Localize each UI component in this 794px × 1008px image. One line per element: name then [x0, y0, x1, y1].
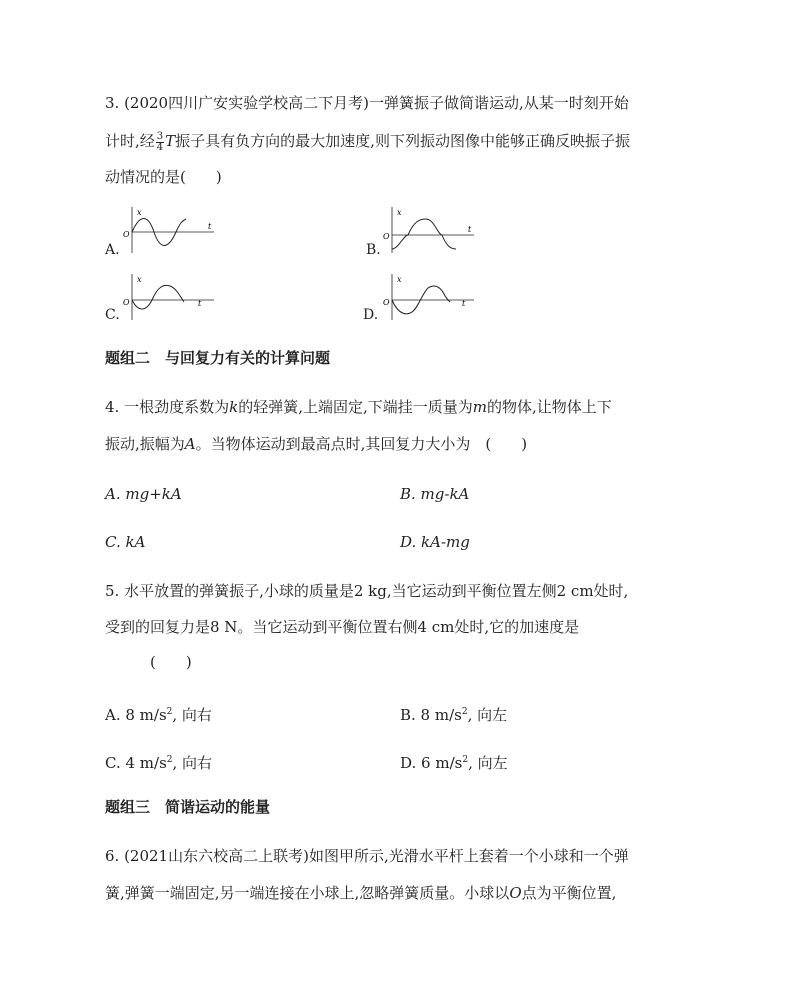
option-b-label: B. [366, 242, 381, 258]
q5-option-c-value: C. 4 m/s [105, 754, 167, 772]
q4-line-2 [105, 434, 527, 454]
axis-label-x: x [397, 275, 402, 284]
graph-c [118, 272, 218, 322]
fraction-numerator: 3 [156, 130, 164, 142]
axis-label-x: x [137, 208, 142, 217]
q4-text-b: 的轻弹簧,上端固定,下端挂一质量为 [238, 398, 473, 416]
q4-text-c: 的物体,让物体上下 [486, 398, 612, 416]
q5-option-b-value: B. 8 m/s [400, 706, 462, 724]
q5-option-a-direction: , 向右 [172, 706, 212, 724]
exponent: 2 [166, 707, 173, 717]
option-a-label: A. [105, 242, 120, 258]
exponent: 2 [462, 755, 469, 765]
q6-line-1: 6. (2021山东六校高二上联考)如图甲所示,光滑水平杆上套着一个小球和一个弹 [105, 847, 629, 865]
q4-text-e: 。当物体运动到最高点时,其回复力大小为 ( ) [195, 435, 528, 453]
section-heading-2: 题组二 与回复力有关的计算问题 [105, 349, 331, 367]
graph-b-plot [378, 205, 478, 255]
q4-text-a: 4. 一根劲度系数为 [105, 398, 230, 416]
q6-line-2 [105, 883, 616, 903]
axis-label-t: t [208, 222, 212, 231]
graph-a-plot [118, 205, 218, 255]
q5-option-a-value: A. 8 m/s [105, 706, 167, 724]
q4-option-d: D. kA-mg [400, 533, 470, 551]
amplitude-symbol: A [184, 435, 196, 453]
q4-text-d: 振动,振幅为 [105, 435, 185, 453]
q5-option-c-direction: , 向右 [172, 754, 213, 772]
origin-label: O [123, 230, 130, 239]
q5-line-1: 5. 水平放置的弹簧振子,小球的质量是2 kg,当它运动到平衡位置左侧2 cm处时, [105, 582, 629, 600]
q5-option-d-direction: , 向左 [468, 754, 508, 772]
q3-line-2-post: 振子具有负方向的最大加速度,则下列振动图像中能够正确反映振子振 [175, 132, 630, 150]
graph-b [378, 205, 478, 255]
q5-line-2: 受到的回复力是8 N。当它运动到平衡位置右侧4 cm处时,它的加速度是 [105, 618, 580, 636]
q5-option-b-direction: , 向左 [467, 706, 508, 724]
fraction-three-quarters [156, 132, 164, 153]
q6-text-b: 点为平衡位置, [521, 884, 617, 902]
q3-line-1: 3. (2020四川广安实验学校高二下月考)一弹簧振子做简谐运动,从某一时刻开始 [105, 94, 629, 112]
q5-option-d-value: D. 6 m/s [400, 754, 463, 772]
graph-a [118, 205, 218, 255]
axis-label-t: t [198, 299, 202, 308]
period-symbol: T [165, 132, 176, 150]
origin-label: O [123, 298, 130, 307]
origin-label: O [383, 298, 390, 307]
q4-option-c: C. kA [105, 533, 146, 551]
axis-label-x: x [397, 208, 402, 217]
spring-constant-symbol: k [229, 398, 239, 416]
q4-line-1 [105, 397, 612, 417]
q5-line-3: ( ) [150, 653, 192, 671]
axis-label-t: t [468, 225, 472, 234]
exponent: 2 [461, 707, 468, 717]
q3-line-2-pre: 计时,经 [105, 132, 155, 150]
origin-label: O [383, 232, 390, 241]
section-heading-3: 题组三 简谐运动的能量 [105, 798, 271, 816]
q3-line-3: 动情况的是( ) [105, 168, 222, 186]
q4-option-b: B. mg-kA [400, 485, 470, 503]
point-o-symbol: O [509, 884, 522, 902]
axis-label-t: t [462, 299, 466, 308]
q5-option-c [105, 750, 212, 773]
graph-d-plot [378, 272, 478, 322]
exponent: 2 [166, 755, 173, 765]
option-d-label: D. [363, 307, 379, 323]
graph-d [378, 272, 478, 322]
option-c-label: C. [105, 307, 120, 323]
graph-c-plot [118, 272, 218, 322]
q4-option-a: A. mg+kA [105, 485, 182, 503]
q5-option-a [105, 702, 212, 725]
q5-option-d [400, 750, 508, 773]
q6-text-a: 簧,弹簧一端固定,另一端连接在小球上,忽略弹簧质量。小球以 [105, 884, 510, 902]
axis-label-x: x [137, 275, 142, 284]
mass-symbol: m [472, 398, 487, 416]
fraction-denominator: 4 [156, 141, 164, 153]
q5-option-b [400, 702, 507, 725]
q3-line-2 [105, 131, 630, 153]
